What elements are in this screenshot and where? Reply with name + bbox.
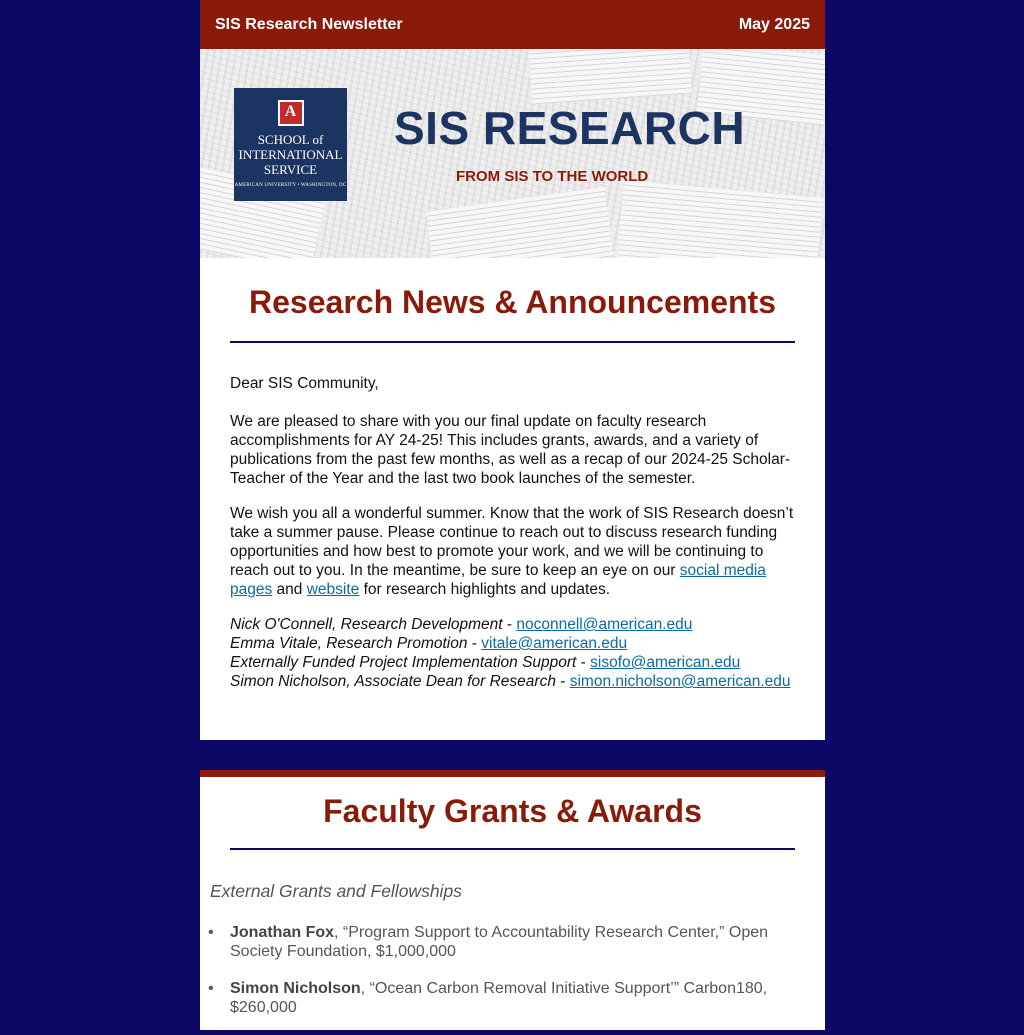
intro-paragraph: We are pleased to share with you our final update on faculty research accomplishments for AY 24-25! This includes grants, awards, and a variety of publications from the past few months, as well as a recap of our 2024-25 Scholar-Teacher of the Year and the last two book launches of the semester.: [230, 413, 791, 487]
contact-name: Externally Funded Project Implementation Support: [230, 654, 577, 671]
summer-paragraph: [230, 504, 795, 599]
grants-subheading: External Grants and Fellowships: [210, 881, 462, 901]
greeting: Dear SIS Community,: [230, 375, 379, 392]
grant-detail: , “Ocean Carbon Removal Initiative Support’” Carbon180, $260,000: [230, 980, 768, 1016]
contact-sep: -: [502, 616, 517, 633]
grants-list: [230, 923, 790, 1035]
news-divider: [230, 341, 795, 343]
website-link[interactable]: website: [306, 581, 360, 598]
logo-line-2: INTERNATIONAL: [238, 147, 343, 162]
newsletter-header: [200, 0, 825, 49]
summer-text: We wish you all a wonderful summer. Know that the work of SIS Research doesn’t take a summer pause. Please continue to reach out to discuss research funding opportunities and how best to promote your work, and we will be continuing to reach out to you. In the meantime, be sure to keep an eye on our: [230, 505, 794, 579]
summer-text-end: for research highlights and updates.: [359, 581, 611, 598]
grantee-name: Simon Nicholson: [230, 980, 361, 997]
logo-tagline: AMERICAN UNIVERSITY • WASHINGTON, DC: [234, 183, 347, 188]
news-body: [230, 374, 795, 691]
contact-email-link[interactable]: noconnell@american.edu: [516, 616, 693, 633]
news-heading: Research News & Announcements: [249, 284, 776, 320]
logo-line-1: SCHOOL of: [257, 132, 324, 147]
contacts: [230, 615, 795, 691]
and-text: and: [272, 581, 307, 598]
newsletter-date: May 2025: [738, 15, 810, 33]
grants-section: [200, 770, 825, 1030]
contact-name: Simon Nicholson, Associate Dean for Research: [230, 673, 556, 690]
contact-name: Emma Vitale, Research Promotion: [230, 635, 468, 652]
list-item: [230, 923, 790, 961]
news-section: [200, 258, 825, 740]
banner-image: [200, 49, 825, 258]
contact-email-link[interactable]: vitale@american.edu: [481, 635, 628, 652]
contact-email-link[interactable]: sisofo@american.edu: [590, 654, 741, 671]
list-item: [230, 979, 790, 1017]
banner-title: SIS RESEARCH: [394, 102, 746, 154]
grantee-name: Jonathan Fox: [230, 924, 335, 941]
contact-name: Nick O'Connell, Research Development: [230, 616, 503, 633]
newsletter-title: SIS Research Newsletter: [215, 15, 403, 33]
contact-sep: -: [555, 673, 570, 690]
sis-logo: [234, 88, 347, 201]
banner-subtitle: FROM SIS TO THE WORLD: [456, 168, 649, 185]
contact-sep: -: [467, 635, 482, 652]
grants-heading: Faculty Grants & Awards: [323, 793, 702, 829]
grants-divider: [230, 848, 795, 850]
contact-email-link[interactable]: simon.nicholson@american.edu: [569, 673, 791, 690]
social-media-link[interactable]: social media pages: [230, 562, 766, 598]
logo-line-3: SERVICE: [263, 162, 318, 177]
contact-sep: -: [576, 654, 591, 671]
au-shield-icon: [278, 100, 304, 126]
grant-detail: , “Program Support to Accountability Research Center,” Open Society Foundation, $1,000,000: [230, 924, 769, 960]
